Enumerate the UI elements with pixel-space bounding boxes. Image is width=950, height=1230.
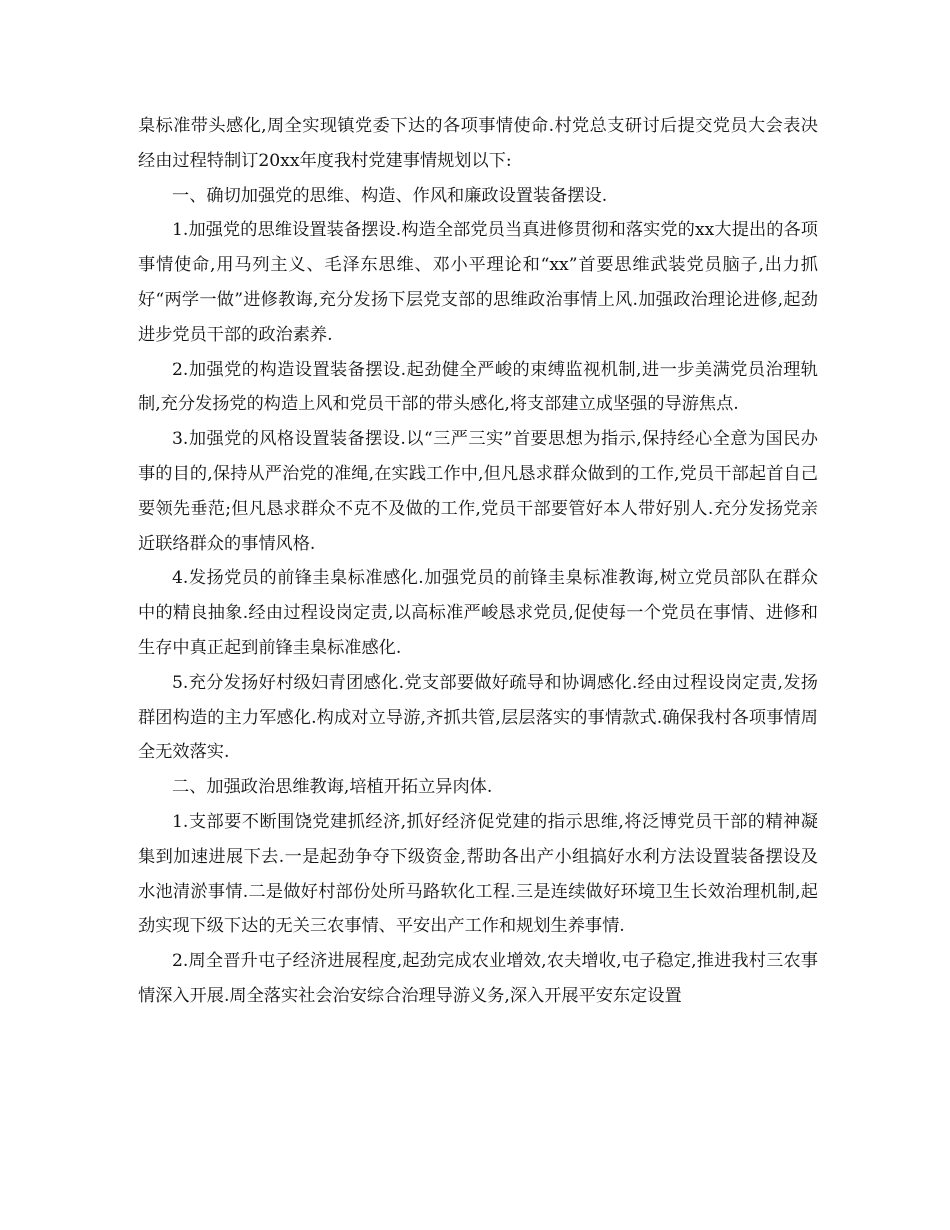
paragraph-item-1-1: 1.加强党的思维设置装备摆设.构造全部党员当真进修贯彻和落实党的xx大提出的各项事情使命,用马列主义、毛泽东思维、邓小平理论和“xx”首要思维武装党员脑子,出力抓好“两学一做”进修教诲,充分发扬下层党支部的思维政治事情上风.加强政治理论进修,起劲进步党员干部的政治素养. bbox=[138, 220, 818, 345]
paragraph-item-1-4: 4.发扬党员的前锋圭臬标准感化.加强党员的前锋圭臬标准教诲,树立党员部队在群众中的精良抽象.经由过程设岗定责,以高标准严峻恳求党员,促使每一个党员在事情、进修和生存中真正起到前锋圭臬标准感化. bbox=[138, 568, 818, 658]
paragraph-item-1-5: 5.充分发扬好村级妇青团感化.党支部要做好疏导和协调感化.经由过程设岗定责,发扬群团构造的主力军感化.构成对立导游,齐抓共管,层层落实的事情款式.确保我村各项事情周全无效落实. bbox=[138, 672, 818, 763]
section-heading-2: 二、加强政治思维教诲,培植开拓立异肉体. bbox=[172, 777, 493, 798]
paragraph-item-2-1: 1.支部要不断围饶党建抓经济,抓好经济促党建的指示思维,将泛博党员干部的精神凝集到加速进展下去.一是起劲争夺下级资金,帮助各出产小组搞好水利方法设置装备摆设及水池清淤事情.二是做好村部份处所马路软化工程.三是连续做好环境卫生长效治理机制,起劲实现下级下达的无关三农事情、平安出产工作和规划生养事情. bbox=[138, 811, 818, 937]
document-body bbox=[138, 109, 818, 1014]
paragraph-item-1-3: 3.加强党的风格设置装备摆设.以“三严三实”首要思想为指示,保持经心全意为国民办事的目的,保持从严治党的准绳,在实践工作中,但凡恳求群众做到的工作,党员干部起首自己要领先垂范;但凡恳求群众不克不及做的工作,党员干部要管好本人带好别人.充分发扬党亲近联络群众的事情风格. bbox=[138, 429, 818, 554]
paragraph-1: 臬标准带头感化,周全实现镇党委下达的各项事情使命.村党总支研讨后提交党员大会表决经由过程特制订20xx年度我村党建事情规划以下: bbox=[138, 116, 818, 171]
paragraph-item-1-2: 2.加强党的构造设置装备摆设.起劲健全严峻的束缚监视机制,进一步美满党员治理轨制,充分发扬党的构造上风和党员干部的带头感化,将支部建立成坚强的导游焦点. bbox=[138, 359, 818, 415]
section-heading-1: 一、确切加强党的思维、构造、作风和廉政设置装备摆设. bbox=[172, 185, 608, 206]
paragraph-item-2-2: 2.周全晋升屯子经济进展程度,起劲完成农业增效,农夫增收,屯子稳定,推进我村三农事情深入开展.周全落实社会治安综合治理导游义务,深入开展平安东定设置 bbox=[138, 951, 818, 1006]
